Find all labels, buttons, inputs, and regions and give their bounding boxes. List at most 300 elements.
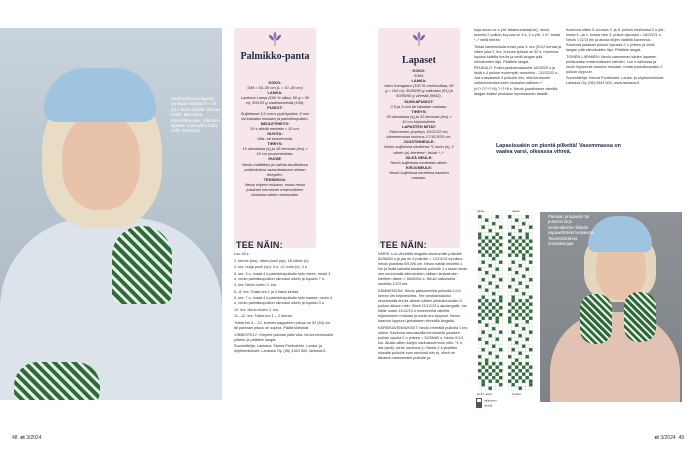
knitting-chart-grid: [478, 215, 534, 395]
chart-cell: [515, 348, 519, 352]
chart-cell: [492, 359, 496, 363]
chart-cell: [512, 268, 516, 272]
chart-cell: [515, 271, 519, 275]
chart-cell: [508, 310, 512, 314]
chart-cell: [492, 362, 496, 366]
chart-cell: [526, 303, 530, 307]
chart-cell: [492, 282, 496, 286]
chart-cell: [515, 299, 519, 303]
legend-item: vihreä: [476, 403, 497, 408]
chart-label-right-hand: oikea: [477, 209, 485, 213]
chart-cell: [519, 380, 523, 384]
chart-cell: [485, 215, 489, 219]
chart-cell: [489, 236, 493, 240]
chart-cell: [482, 261, 486, 265]
mitten-tip: Lapasissakin on pientä pilkettä! Vasemmassa on vaalea varsi, oikeassa vihreä.: [496, 143, 621, 156]
chart-cell: [478, 324, 482, 328]
chart-cell: [519, 355, 523, 359]
chart-cell: [496, 334, 500, 338]
chart-cell: [512, 317, 516, 321]
chart-cell: [496, 243, 500, 247]
chart-cell: [478, 219, 482, 223]
chart-cell: [482, 236, 486, 240]
chart-cell: [512, 296, 516, 300]
chart-cell: [508, 289, 512, 293]
chart-cell: [515, 233, 519, 237]
chart-cell: [515, 226, 519, 230]
legend-swatch-green: [476, 403, 482, 408]
chart-cell: [478, 383, 482, 387]
chart-cell: [508, 376, 512, 380]
chart-cell: [508, 306, 512, 310]
chart-cell: [515, 366, 519, 370]
chart-cell: [512, 338, 516, 342]
chart-cell: [492, 338, 496, 342]
chart-cell: [496, 282, 500, 286]
chart-cell: [519, 240, 523, 244]
chart-cell: [526, 317, 530, 321]
chart-cell: [485, 334, 489, 338]
chart-cell: [489, 264, 493, 268]
chart-cell: [512, 254, 516, 258]
chart-cell: [529, 261, 533, 265]
chart-cell: [482, 331, 486, 335]
chart-cell: [499, 299, 503, 303]
chart-cell: [482, 264, 486, 268]
chart-cell: [489, 292, 493, 296]
pattern-specs-headband: [240, 80, 310, 197]
chart-cell: [515, 257, 519, 261]
chart-cell: [478, 257, 482, 261]
chart-cell: [485, 345, 489, 349]
chart-cell: [492, 247, 496, 251]
chart-cell: [496, 331, 500, 335]
chart-cell: [478, 254, 482, 258]
chart-cell: [522, 380, 526, 384]
chart-cell: [526, 268, 530, 272]
chart-cell: [519, 320, 523, 324]
chart-cell: [522, 275, 526, 279]
chart-cell: [519, 387, 523, 391]
chart-label-left-hand: vasen: [512, 209, 521, 213]
chart-cell: [489, 369, 493, 373]
chart-cell: [496, 380, 500, 384]
chart-cell: [512, 362, 516, 366]
chart-cell: [526, 264, 530, 268]
chart-cell: [512, 387, 516, 391]
chart-cell: [519, 222, 523, 226]
chart-cell: [508, 334, 512, 338]
chart-cell: [482, 226, 486, 230]
chart-cell: [512, 271, 516, 275]
chart-cell: [478, 240, 482, 244]
chart-cell: [489, 229, 493, 233]
chart-cell: [515, 324, 519, 328]
chart-legend: [476, 398, 497, 408]
chart-cell: [512, 250, 516, 254]
chart-cell: [522, 282, 526, 286]
spec-value: Suljettavat 3,5 mm:n pyöröpuikot; 8 mm tai käsialan mukaan ja palmikkopuikko.: [240, 110, 310, 121]
chart-cell: [529, 387, 533, 391]
chart-cell: [478, 331, 482, 335]
chart-cell: [485, 254, 489, 258]
chart-cell: [492, 257, 496, 261]
pattern-title-mittens: Lapaset: [402, 55, 436, 66]
chart-cell: [512, 352, 516, 356]
pattern-box-headband: [234, 28, 316, 248]
chart-cell: [522, 334, 526, 338]
chart-cell: [485, 320, 489, 324]
chart-cell: [519, 366, 523, 370]
chart-cell: [492, 380, 496, 384]
chart-cell: [496, 338, 500, 342]
chart-cell: [526, 292, 530, 296]
chart-cell: [519, 306, 523, 310]
chart-cell: [499, 226, 503, 230]
chart-cell: [515, 313, 519, 317]
chart-cell: [512, 236, 516, 240]
chart-cell: [489, 257, 493, 261]
chart-cell: [519, 362, 523, 366]
chart-cell: [485, 366, 489, 370]
chart-cell: [529, 243, 533, 247]
chart-cell: [489, 313, 493, 317]
chart-cell: [492, 296, 496, 300]
chart-cell: [485, 331, 489, 335]
instruction-paragraph: Toista krs 3 – 12, kunnes kappaleen pituus on 52 (54) cm tai pantaan pituus on sopiva. Päätä silmukat.: [234, 321, 331, 331]
chart-cell: [499, 320, 503, 324]
chart-cell: [515, 243, 519, 247]
chart-cell: [515, 317, 519, 321]
chart-cell: [499, 366, 503, 370]
chart-cell: [489, 355, 493, 359]
chart-cell: [526, 289, 530, 293]
chart-cell: [478, 380, 482, 384]
chart-cell: [478, 376, 482, 380]
spec-value: Neulo suljettuna neuleena *1 nurin (n), 1 oikein (o) kierteen*, toista *–*.: [384, 144, 454, 155]
chart-cell: [529, 317, 533, 321]
chart-cell: [492, 317, 496, 321]
chart-cell: [515, 222, 519, 226]
chart-cell: [485, 324, 489, 328]
chart-cell: [515, 254, 519, 258]
chart-cell: [485, 229, 489, 233]
chart-label-size-ml: M & L-koko: [477, 392, 493, 396]
chart-cell: [499, 373, 503, 377]
chart-cell: [515, 380, 519, 384]
chart-cell: [519, 247, 523, 251]
chart-cell: [522, 243, 526, 247]
chart-cell: [478, 233, 482, 237]
chart-cell: [522, 341, 526, 345]
chart-cell: [499, 264, 503, 268]
chart-cell: [526, 373, 530, 377]
chart-cell: [526, 320, 530, 324]
spec-label: HUOM!: [268, 156, 282, 162]
chart-cell: [512, 292, 516, 296]
model-photo-left: [0, 28, 222, 400]
chart-cell: [478, 278, 482, 282]
spec-label: LANKA:: [267, 90, 283, 96]
chart-cell: [489, 271, 493, 275]
chart-cell: [482, 341, 486, 345]
chart-cell: [492, 345, 496, 349]
spec-value: Isten Kamgaarn (100 % merinovillaa, 50 g = 153 m): 50/50/50 g valkoista (01) ja 50/50/50 g vihreää (9942).: [384, 83, 454, 99]
chart-cell: [529, 285, 533, 289]
chart-cell: [489, 341, 493, 345]
chart-cell: [515, 282, 519, 286]
chart-cell: [522, 257, 526, 261]
chart-cell: [499, 282, 503, 286]
chart-cell: [529, 219, 533, 223]
chart-cell: [478, 236, 482, 240]
footer-left: [12, 435, 41, 441]
chart-cell: [478, 348, 482, 352]
chart-cell: [499, 292, 503, 296]
chart-cell: [485, 359, 489, 363]
instruction-paragraph: Toista kavennuksia ensin joka 3. krs (0/1/2 kertaa ja sitten joka 2. krs, kunnes työssä on 32 s. Kavenna lopuksi kaikilla krs:lla ja vedä langan pää silmukoiden läpi. Päättele langat.: [474, 44, 561, 64]
chart-cell: [482, 373, 486, 377]
chart-cell: [512, 320, 516, 324]
chart-cell: [519, 254, 523, 258]
chart-cell: [499, 229, 503, 233]
chart-cell: [482, 380, 486, 384]
chart-cell: [526, 369, 530, 373]
chart-cell: [478, 282, 482, 286]
chart-cell: [526, 387, 530, 391]
chart-cell: [485, 222, 489, 226]
chart-cell: [522, 352, 526, 356]
chart-cell: [522, 327, 526, 331]
chart-cell: [499, 380, 503, 384]
chart-cell: [522, 261, 526, 265]
spec-value: 16 silmukkaa (s) ja 18 kerrosta (krs) = 10 cm joustoneuletta.: [242, 146, 308, 157]
chart-cell: [512, 376, 516, 380]
legend-item: valkoinen: [476, 398, 497, 403]
chart-cell: [519, 327, 523, 331]
magazine-name: et: [654, 435, 659, 441]
chart-cell: [496, 236, 500, 240]
chart-cell: [496, 310, 500, 314]
chart-cell: [482, 222, 486, 226]
chart-cell: [492, 306, 496, 310]
chart-cell: [489, 222, 493, 226]
spec-value: Neulo mallitiikko ja vaihda tarvittaessa puikkokokoa saavuttaaksesi oikean tiheyden.: [242, 161, 308, 177]
chart-cell: [529, 341, 533, 345]
chart-cell: [515, 296, 519, 300]
chart-cell: [522, 299, 526, 303]
chart-cell: [515, 345, 519, 349]
chart-cell: [515, 387, 519, 391]
chart-cell: [512, 233, 516, 237]
chart-cell: [499, 331, 503, 335]
chart-cell: [515, 261, 519, 265]
chart-cell: [522, 366, 526, 370]
chart-cell: [512, 226, 516, 230]
chart-cell: [492, 355, 496, 359]
chart-cell: [482, 327, 486, 331]
chart-cell: [529, 215, 533, 219]
chart-cell: [522, 369, 526, 373]
spec-label: KIRJONEULE:: [405, 164, 433, 170]
chart-cell: [522, 362, 526, 366]
chart-cell: [522, 289, 526, 293]
chart-cell: [482, 338, 486, 342]
spec-label: JOUSTINNEULE:: [403, 139, 435, 145]
chart-cell: [489, 348, 493, 352]
chart-cell: [519, 229, 523, 233]
chart-cell: [512, 289, 516, 293]
chart-cell: [529, 292, 533, 296]
chart-cell: [482, 243, 486, 247]
chart-cell: [515, 236, 519, 240]
chart-cell: [519, 310, 523, 314]
chart-cell: [492, 366, 496, 370]
chart-cell: [512, 373, 516, 377]
chart-cell: [529, 306, 533, 310]
chart-cell: [492, 334, 496, 338]
chart-cell: [499, 376, 503, 380]
chart-cell: [526, 310, 530, 314]
chart-cell: [499, 359, 503, 363]
chart-cell: [485, 292, 489, 296]
instruction-paragraph: 3. krs: 3 o, nosta 4 s palmikkopuikolle työn eteen, neulo 4 o, neulo palmikkopuikon silmukat oikein ja lopuksi 7 o.: [234, 271, 331, 281]
chart-cell: [489, 296, 493, 300]
spec-value: Neulo suljettuna neuleena oikein.: [390, 159, 448, 165]
chart-cell: [515, 320, 519, 324]
chart-cell: [508, 285, 512, 289]
chart-cell: [492, 233, 496, 237]
chart-cell: [515, 289, 519, 293]
chart-cell: [496, 303, 500, 307]
chart-cell: [512, 366, 516, 370]
chart-cell: [489, 380, 493, 384]
chart-cell: [478, 366, 482, 370]
chart-cell: [519, 215, 523, 219]
chart-cell: [492, 348, 496, 352]
chart-cell: [515, 338, 519, 342]
chart-cell: [482, 289, 486, 293]
chart-cell: [508, 348, 512, 352]
chart-cell: [482, 299, 486, 303]
chart-cell: [489, 310, 493, 314]
chart-cell: [496, 240, 500, 244]
chart-cell: [499, 250, 503, 254]
chart-cell: [478, 292, 482, 296]
chart-cell: [526, 376, 530, 380]
chart-cell: [492, 243, 496, 247]
chart-cell: [512, 222, 516, 226]
chart-cell: [482, 247, 486, 251]
chart-cell: [515, 278, 519, 282]
flower-icon: [268, 32, 282, 46]
chart-cell: [522, 331, 526, 335]
chart-cell: [522, 254, 526, 258]
chart-cell: [496, 299, 500, 303]
chart-cell: [508, 254, 512, 258]
chart-cell: [489, 289, 493, 293]
chart-cell: [482, 233, 486, 237]
chart-cell: [478, 338, 482, 342]
chart-cell: [522, 250, 526, 254]
chart-cell: [485, 355, 489, 359]
chart-cell: [492, 331, 496, 335]
chart-cell: [529, 236, 533, 240]
chart-cell: [519, 268, 523, 272]
chart-cell: [526, 240, 530, 244]
chart-cell: [522, 271, 526, 275]
instruction-paragraph: 9. krs: 7 o, nosta 4 s palmikkopuikolle työn taakse, neulo 4 o, neulo palmikkopuikon silmukat oikein ja lopuksi 3 o.: [234, 296, 333, 306]
instructions-left: [234, 252, 334, 356]
chart-cell: [499, 317, 503, 321]
spec-label: KOKO:: [268, 80, 282, 85]
chart-cell: [515, 275, 519, 279]
chart-cell: [526, 247, 530, 251]
chart-cell: [485, 226, 489, 230]
chart-cell: [522, 264, 526, 268]
chart-cell: [519, 289, 523, 293]
chart-cell: [499, 240, 503, 244]
chart-cell: [499, 310, 503, 314]
chart-cell: [519, 296, 523, 300]
chart-cell: [526, 327, 530, 331]
chart-cell: [482, 313, 486, 317]
chart-cell: [512, 303, 516, 307]
chart-cell: [508, 331, 512, 335]
chart-cell: [515, 359, 519, 363]
chart-cell: [492, 275, 496, 279]
chart-cell: [496, 327, 500, 331]
chart-cell: [508, 229, 512, 233]
chart-cell: [492, 299, 496, 303]
chart-cell: [492, 327, 496, 331]
chart-cell: [482, 362, 486, 366]
chart-cell: [489, 278, 493, 282]
chart-cell: [478, 359, 482, 363]
chart-cell: [529, 334, 533, 338]
chart-cell: [499, 289, 503, 293]
chart-cell: [485, 240, 489, 244]
chart-cell: [522, 306, 526, 310]
chart-cell: [519, 338, 523, 342]
chart-cell: [496, 320, 500, 324]
chart-cell: [478, 289, 482, 293]
chart-cell: [529, 331, 533, 335]
chart-cell: [485, 383, 489, 387]
chart-cell: [508, 226, 512, 230]
chart-cell: [526, 257, 530, 261]
chart-cell: [512, 229, 516, 233]
instruction-paragraph: 5.–8. krs: Toista krs 1 ja 2 kaksi kertaa.: [234, 289, 300, 294]
chart-cell: [478, 362, 482, 366]
chart-cell: [529, 250, 533, 254]
spec-label: TIHEYS:: [411, 108, 427, 114]
chart-cell: [512, 257, 516, 261]
chart-cell: [485, 306, 489, 310]
chart-cell: [482, 257, 486, 261]
chart-cell: [529, 324, 533, 328]
chart-cell: [485, 264, 489, 268]
chart-cell: [499, 285, 503, 289]
chart-cell: [485, 310, 489, 314]
chart-cell: [515, 268, 519, 272]
chart-cell: [519, 334, 523, 338]
chart-cell: [519, 236, 523, 240]
chart-cell: [499, 334, 503, 338]
chart-cell: [512, 313, 516, 317]
chart-cell: [489, 373, 493, 377]
continued-instructions-col1: [474, 28, 562, 98]
